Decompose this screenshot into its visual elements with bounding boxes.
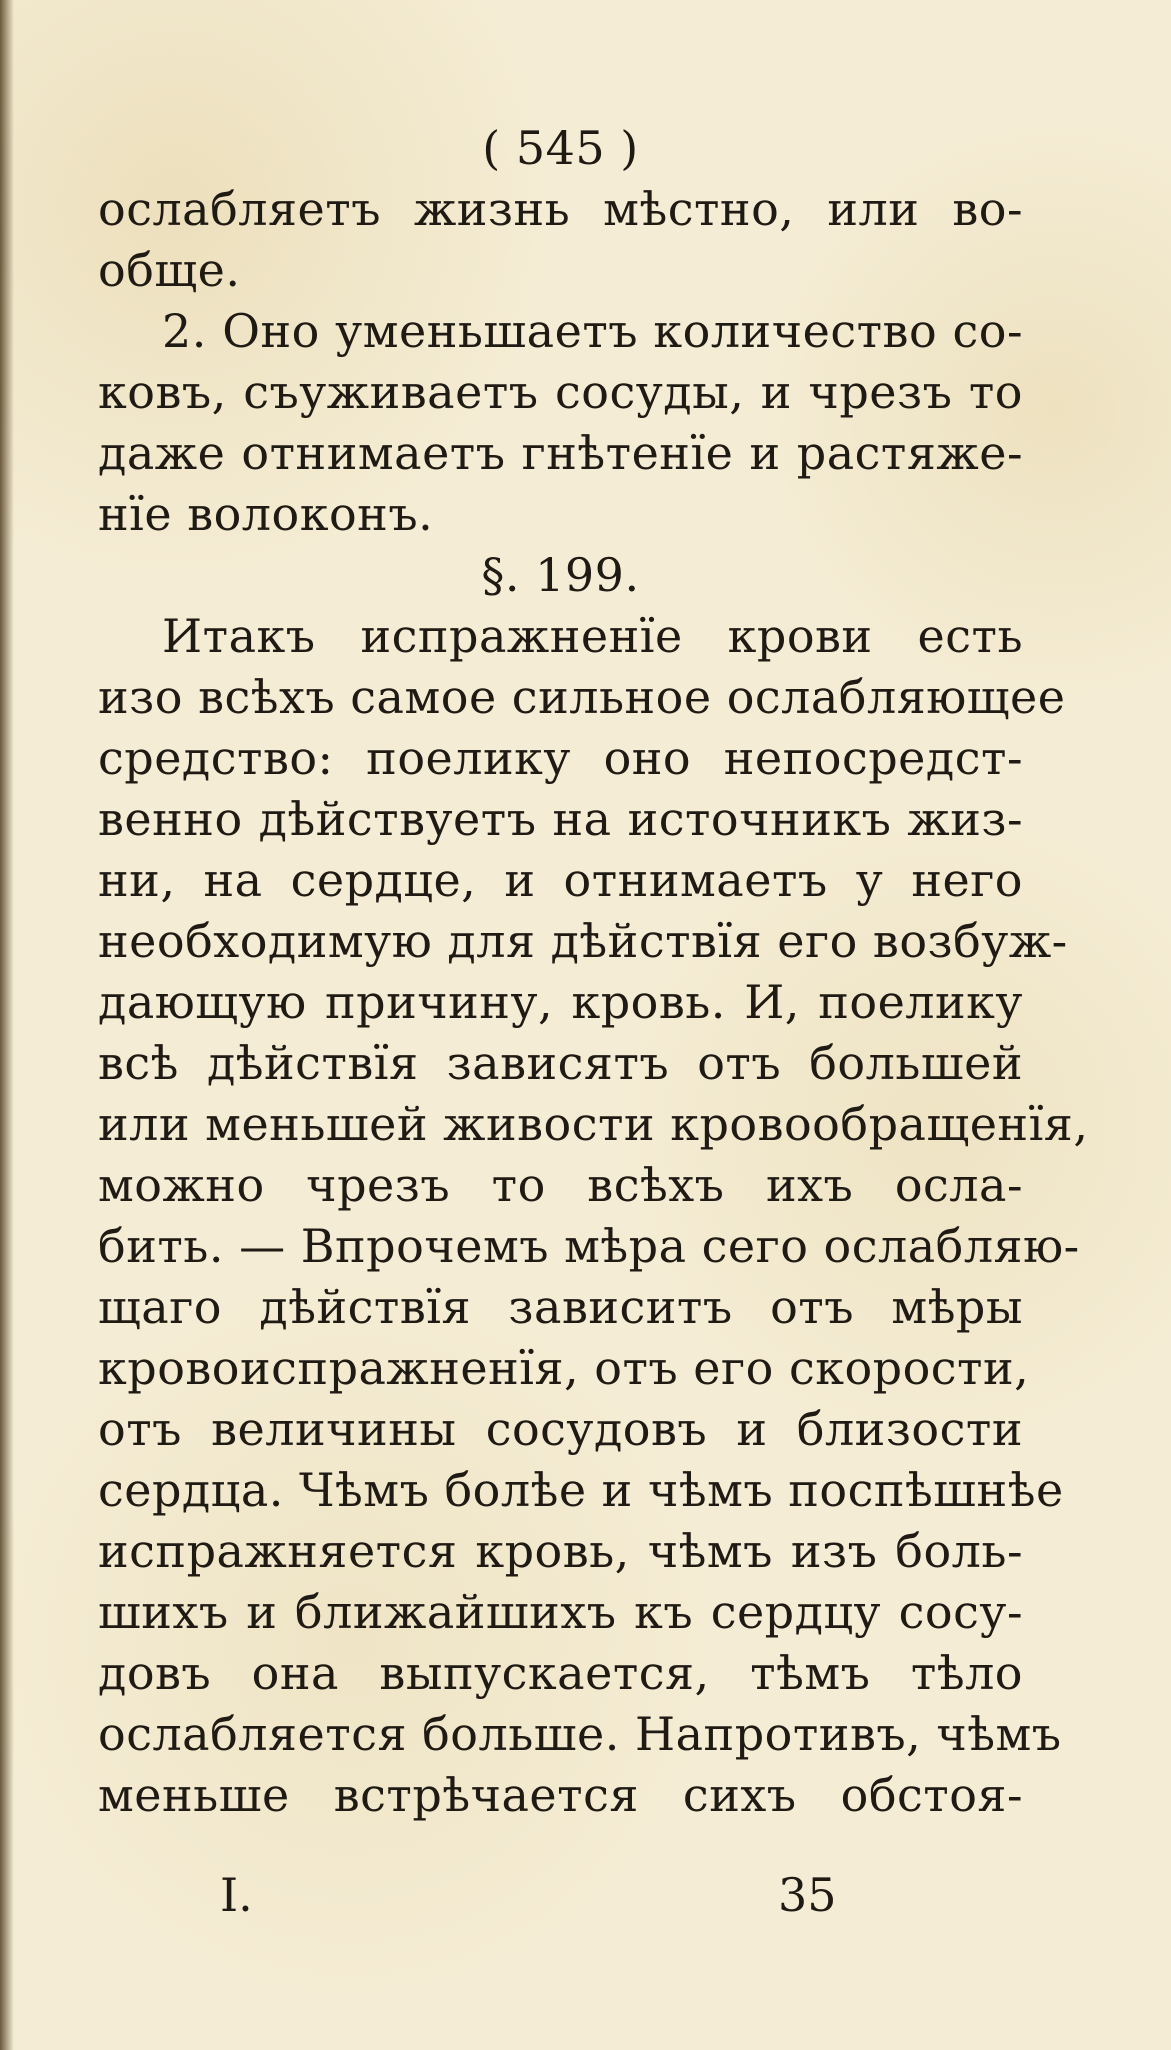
text-line: изо всѣхъ самое сильное ослабляющее xyxy=(98,670,1066,724)
page-text xyxy=(98,118,1089,1826)
section-heading: §. 199. xyxy=(481,548,640,602)
text-line: щаго дѣйствïя зависитъ отъ мѣры xyxy=(98,1280,1023,1334)
binding-edge-shadow xyxy=(0,0,14,2050)
text-line: Итакъ испражненïе крови есть xyxy=(162,609,1023,663)
text-line: шихъ и ближайшихъ къ сердцу сосу- xyxy=(98,1585,1023,1639)
text-line: ковъ, съуживаетъ сосуды, и чрезъ то xyxy=(98,365,1023,419)
text-line: довъ она выпускается, тѣмъ тѣло xyxy=(98,1646,1023,1700)
text-line: ослабляетъ жизнь мѣстно, или во- xyxy=(98,182,1023,236)
text-line: даже отнимаетъ гнѣтенïе и растяже- xyxy=(98,426,1023,480)
page-header: ( 545 ) xyxy=(482,121,639,175)
text-line: венно дѣйствуетъ на источникъ жиз- xyxy=(98,792,1023,846)
text-line: можно чрезъ то всѣхъ ихъ осла- xyxy=(98,1158,1023,1212)
text-line: ослабляется больше. Напротивъ, чѣмъ xyxy=(98,1707,1062,1761)
text-line: всѣ дѣйствïя зависятъ отъ большей xyxy=(98,1036,1023,1090)
text-line: нïе волоконъ. xyxy=(98,487,434,541)
page-footer xyxy=(220,1868,840,1928)
text-line: необходимую для дѣйствïя его возбуж- xyxy=(98,914,1068,968)
text-line: бить. — Впрочемъ мѣра сего ослабляю- xyxy=(98,1219,1080,1273)
text-line: ни, на сердце, и отнимаетъ у него xyxy=(98,853,1023,907)
text-line: меньше встрѣчается сихъ обстоя- xyxy=(98,1768,1023,1822)
text-line: сердца. Чѣмъ болѣе и чѣмъ поспѣшнѣе xyxy=(98,1463,1064,1517)
text-line: обще. xyxy=(98,243,241,297)
text-line: испражняется кровь, чѣмъ изъ боль- xyxy=(98,1524,1023,1578)
text-line: отъ величины сосудовъ и близости xyxy=(98,1402,1023,1456)
text-line: или меньшей живости кровообращенïя, xyxy=(98,1097,1089,1151)
text-line: дающую причину, кровь. И, поелику xyxy=(98,975,1023,1029)
signature-mark: I. xyxy=(220,1868,253,1922)
text-line: кровоиспражненïя, отъ его скорости, xyxy=(98,1341,1030,1395)
text-line: средство: поелику оно непосредст- xyxy=(98,731,1023,785)
text-line: 2. Оно уменьшаетъ количество со- xyxy=(162,304,1023,358)
sheet-number: 35 xyxy=(778,1868,837,1922)
